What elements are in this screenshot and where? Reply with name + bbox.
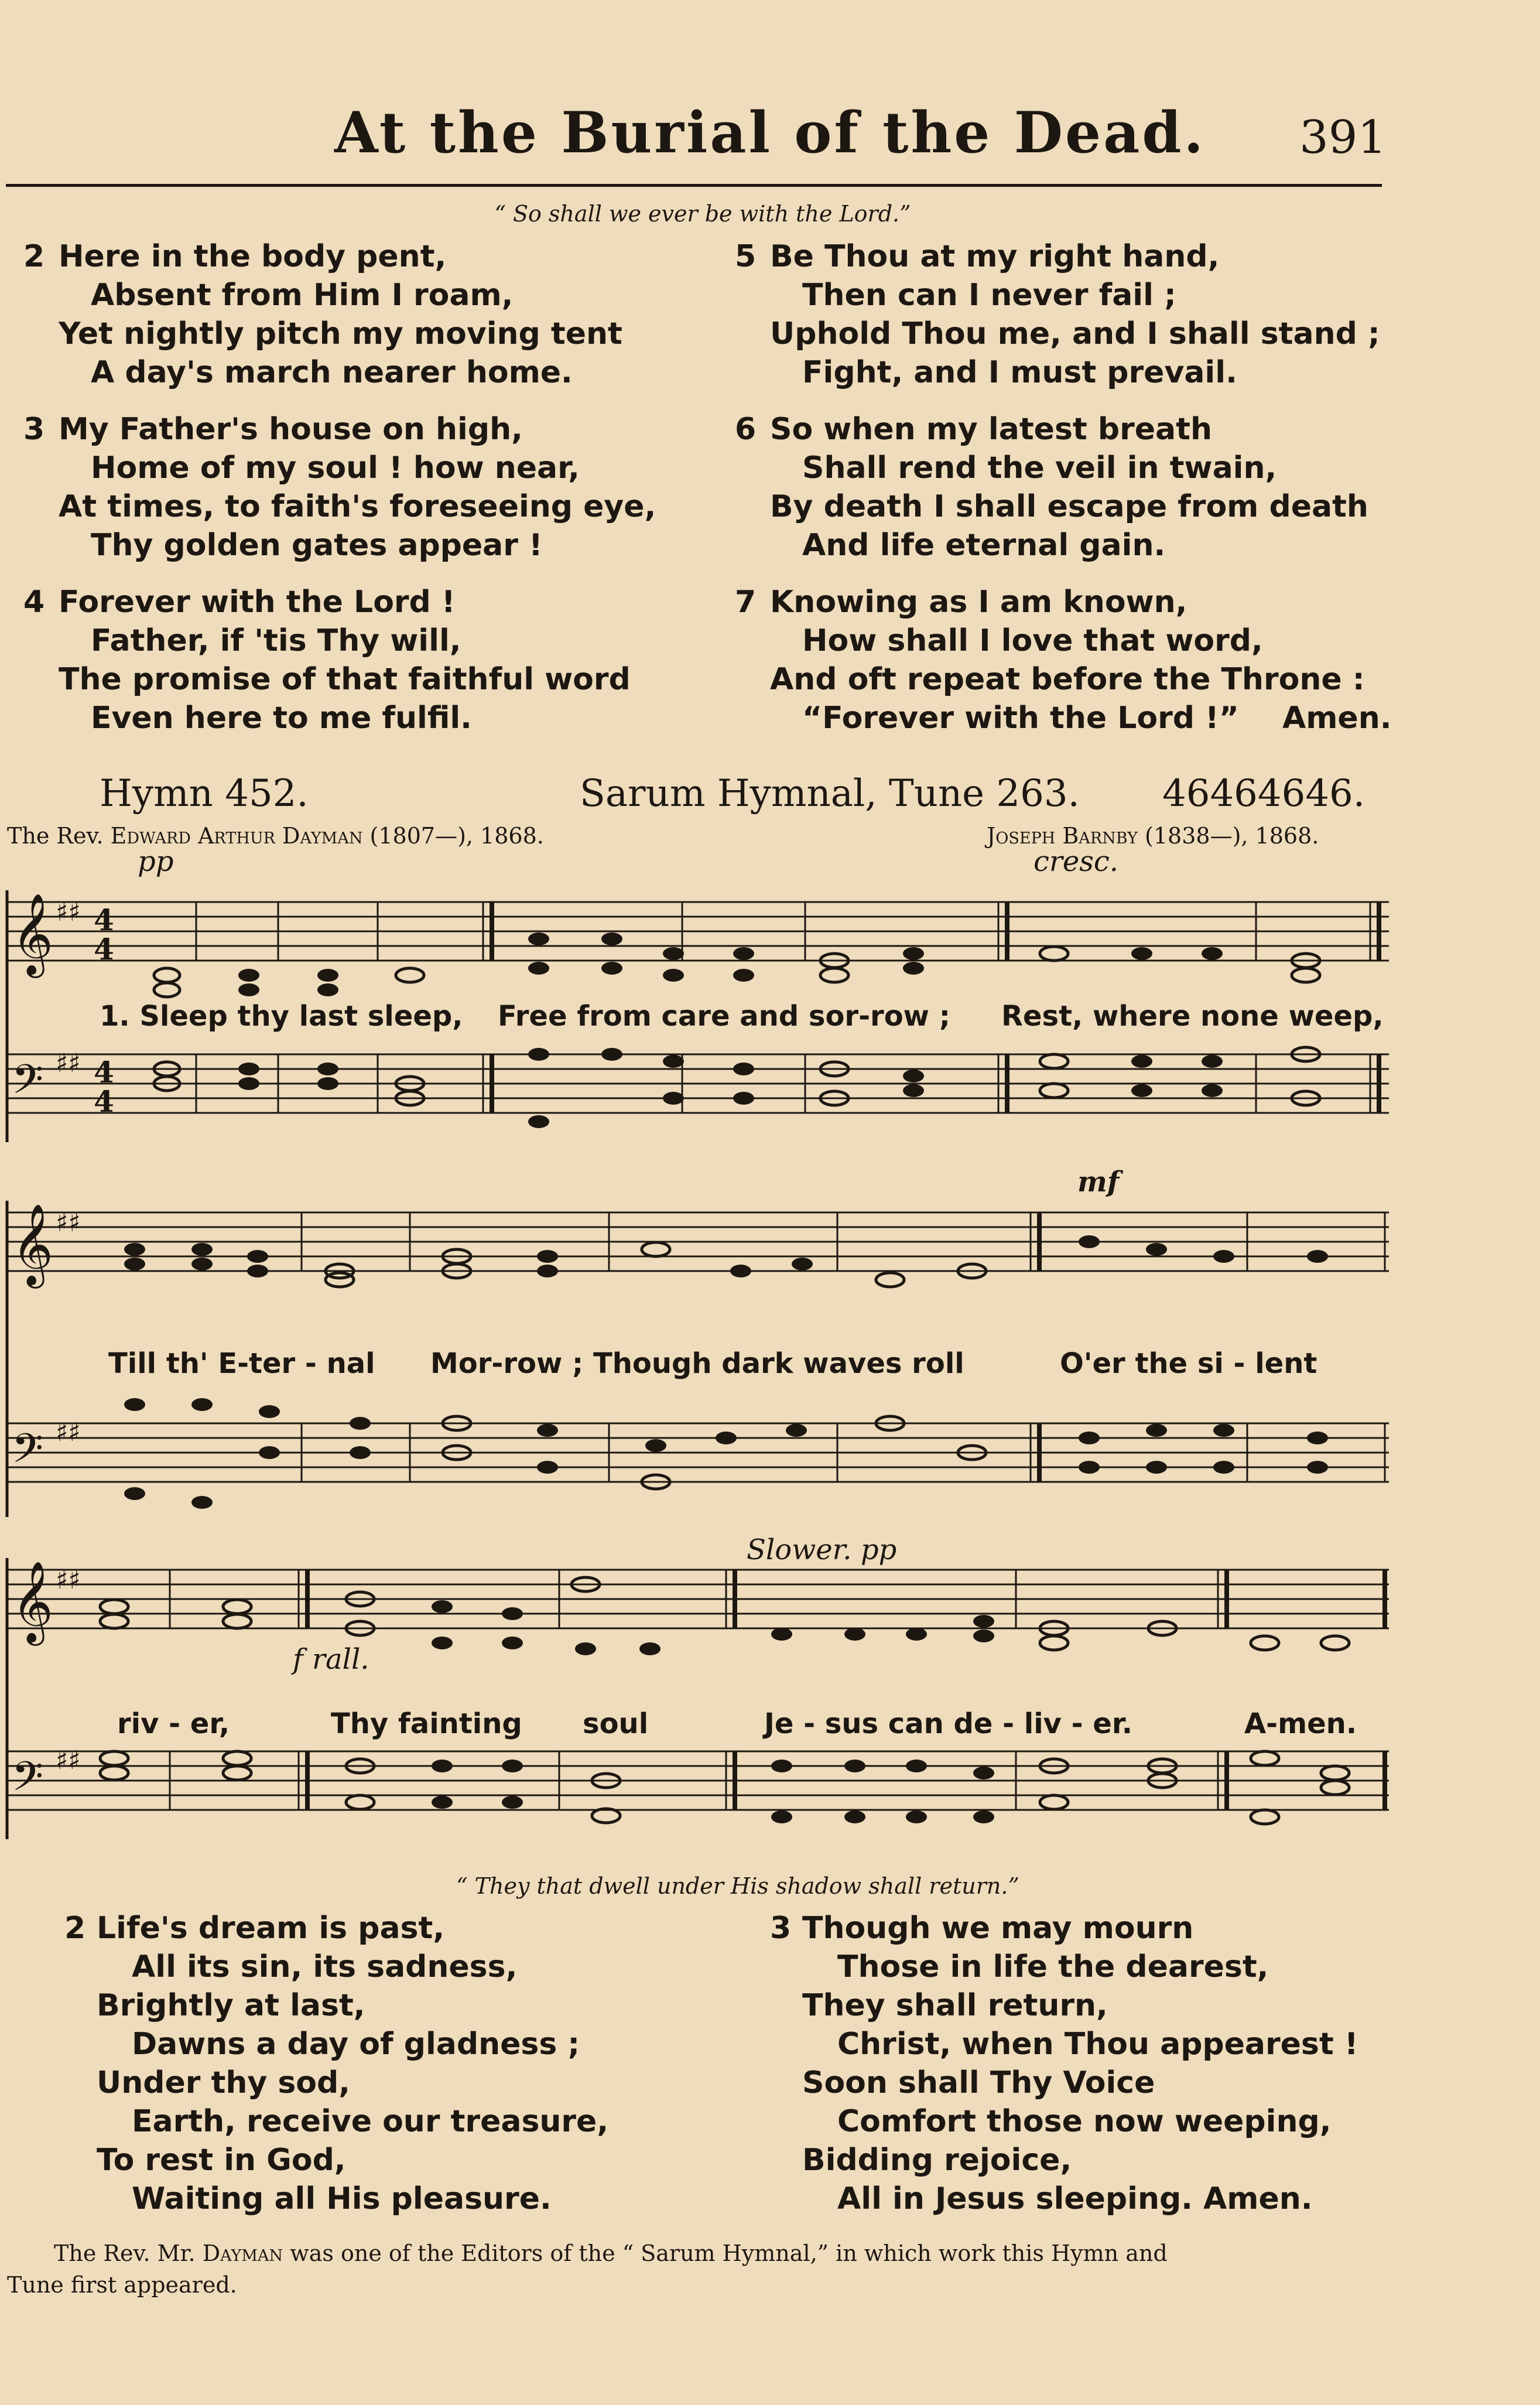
time-top: 4: [94, 903, 114, 937]
key-sharps-bass: ♯♯: [56, 1048, 81, 1078]
stanza-line: Soon shall Thy Voice: [802, 2065, 1155, 2100]
dynamic-pp: pp: [138, 845, 174, 878]
stanza-line: Be Thou at my right hand,: [770, 239, 1220, 274]
footnote-text-2: Tune first appeared.: [7, 2272, 237, 2298]
time-top-bass: 4: [94, 1055, 114, 1089]
stanza-line: Earth, receive our treasure,: [132, 2104, 609, 2139]
bass-clef: 𝄢: [12, 1752, 44, 1810]
lyric: Mor-row ; Though dark waves roll: [430, 1347, 964, 1380]
lyric: Rest, where none weep,: [1001, 1000, 1384, 1033]
stanza-7-451: [735, 585, 1408, 739]
stanza-5-451: [735, 239, 1408, 394]
treble-clef: 𝄞: [12, 1204, 53, 1285]
notes-bass-3: [100, 1751, 1349, 1824]
dynamic-mf: mf: [1077, 1166, 1120, 1198]
stanza-line: A day's march nearer home.: [91, 355, 573, 390]
stanza-line: Comfort those now weeping,: [837, 2104, 1332, 2139]
key-sharps: ♯♯: [56, 1208, 81, 1238]
stanza-number: 4: [23, 585, 45, 620]
dynamic-f-rall: f rall.: [293, 1643, 369, 1676]
stanza-line: Fight, and I must prevail.: [802, 355, 1237, 390]
stanza-line: They shall return,: [802, 1988, 1108, 2023]
stanza-line: Under thy sod,: [97, 2065, 351, 2100]
treble-clef: 𝄞: [12, 893, 53, 975]
stanza-2-451: [23, 239, 714, 394]
epigraph-top: “ So shall we ever be with the Lord.”: [494, 201, 911, 227]
footnote: [7, 2237, 1389, 2301]
lyric: O'er the si - lent: [1060, 1347, 1317, 1380]
footnote-name: Dayman: [202, 2240, 283, 2266]
tune-name: Sarum Hymnal, Tune 263.: [580, 772, 1080, 815]
stanza-line: Home of my soul ! how near,: [91, 450, 580, 486]
stanza-line: Bidding rejoice,: [802, 2143, 1072, 2178]
stanza-line: Knowing as I am known,: [770, 585, 1187, 620]
footnote-text: was one of the Editors of the “ Sarum Hymnal,” in which work this Hymn and: [290, 2240, 1168, 2266]
stanza-line: Absent from Him I roam,: [91, 278, 514, 313]
stanza-line: Forever with the Lord !: [59, 585, 456, 620]
key-sharps: ♯♯: [56, 897, 81, 927]
stanza-line: Though we may mourn: [802, 1911, 1194, 1946]
stanza-line: To rest in God,: [97, 2143, 346, 2178]
time-bottom-bass: 4: [94, 1084, 114, 1119]
stanza-line: Even here to me fulfil.: [91, 701, 472, 736]
stanza-line: All its sin, its sadness,: [132, 1949, 518, 1984]
stanza-line: The promise of that faithful word: [59, 662, 631, 697]
time-bottom: 4: [94, 932, 114, 966]
stanza-number: 2: [23, 239, 45, 274]
stanza-2-452: [64, 1911, 738, 2220]
lyric: riv - er,: [117, 1707, 230, 1740]
header-rule: [6, 184, 1382, 187]
stanza-line: Life's dream is past,: [97, 1911, 445, 1946]
page-title: At the Burial of the Dead.: [334, 100, 1206, 166]
stanza-line: So when my latest breath: [770, 412, 1212, 447]
stanza-line: “Forever with the Lord !”: [802, 701, 1239, 736]
stanza-3-452: [770, 1911, 1414, 2220]
stanza-3-451: [23, 412, 714, 566]
stanza-line: Yet nightly pitch my moving tent: [59, 316, 622, 351]
meter: 46464646.: [1162, 772, 1366, 815]
stanza-line: Christ, when Thou appearest !: [837, 2027, 1358, 2062]
lyric: Je - sus can de - liv - er.: [764, 1707, 1132, 1740]
page-number: 391: [1299, 111, 1387, 164]
stanza-line: Waiting all His pleasure.: [132, 2181, 552, 2216]
lyric: soul: [583, 1707, 649, 1740]
stanza-line: Thy golden gates appear !: [91, 528, 543, 563]
stanza-line: All in Jesus sleeping. Amen.: [837, 2181, 1313, 2216]
treble-clef: 𝄞: [12, 1561, 53, 1642]
stanza-4-451: [23, 585, 714, 739]
bass-clef: 𝄢: [12, 1424, 44, 1482]
stanza-6-451: [735, 412, 1408, 566]
stanza-line: Here in the body pent,: [59, 239, 447, 274]
stanza-line: Shall rend the veil in twain,: [802, 450, 1277, 486]
lyric: A-men.: [1244, 1707, 1357, 1740]
key-sharps-bass: ♯♯: [56, 1417, 81, 1447]
stanza-line: Father, if 'tis Thy will,: [91, 623, 461, 658]
lyric: Thy fainting: [331, 1707, 522, 1740]
composer-name: Joseph Barnby: [987, 823, 1138, 849]
footnote-prefix: The Rev. Mr.: [54, 2240, 196, 2266]
stanza-line: At times, to faith's foreseeing eye,: [59, 489, 656, 524]
stanza-line: My Father's house on high,: [59, 412, 523, 447]
notes-treble-2: [124, 1235, 1328, 1287]
stanza-line: Dawns a day of gladness ;: [132, 2027, 580, 2062]
dynamic-slower-pp: Slower. pp: [747, 1533, 897, 1566]
stanza-line: By death I shall escape from death: [770, 489, 1368, 524]
stanza-line: Brightly at last,: [97, 1988, 365, 2023]
notes-bass-1: [154, 1047, 1320, 1128]
stanza-number: 2: [64, 1911, 86, 1946]
stanza-number: 3: [770, 1911, 792, 1946]
key-sharps-bass: ♯♯: [56, 1745, 81, 1775]
hymn-number: Hymn 452.: [100, 772, 309, 815]
music-system-3: [0, 1546, 1540, 1851]
author-dates: (1807—), 1868.: [369, 823, 544, 849]
author-credit: [7, 823, 544, 849]
stanza-number: 5: [735, 239, 757, 274]
stanza-number: 3: [23, 412, 45, 447]
author-name: Edward Arthur Dayman: [110, 823, 363, 849]
author-prefix: The Rev.: [7, 823, 104, 849]
lyric: Free from care and sor-row ;: [498, 1000, 950, 1033]
key-sharps: ♯♯: [56, 1565, 81, 1595]
stanza-number: 7: [735, 585, 757, 620]
stanza-line: How shall I love that word,: [802, 623, 1263, 658]
notes-treble-1: [154, 932, 1320, 997]
lyric: 1. Sleep thy last sleep,: [100, 1000, 463, 1033]
stanza-number: 6: [735, 412, 757, 447]
composer-dates: (1838—), 1868.: [1145, 823, 1319, 849]
stanza-line: Uphold Thou me, and I shall stand ;: [770, 316, 1380, 351]
stanza-line: Then can I never fail ;: [802, 278, 1176, 313]
bass-clef: 𝄢: [12, 1055, 44, 1113]
lyric: Till th' E-ter - nal: [108, 1347, 375, 1380]
epigraph-bottom: “ They that dwell under His shadow shall return.”: [456, 1873, 1019, 1899]
dynamic-cresc: cresc.: [1033, 845, 1119, 878]
notes-treble-3: [100, 1577, 1349, 1655]
stanza-line: Those in life the dearest,: [837, 1949, 1269, 1984]
amen: Amen.: [1282, 701, 1392, 736]
stanza-line: And oft repeat before the Throne :: [770, 662, 1365, 697]
stanza-line: And life eternal gain.: [802, 528, 1166, 563]
